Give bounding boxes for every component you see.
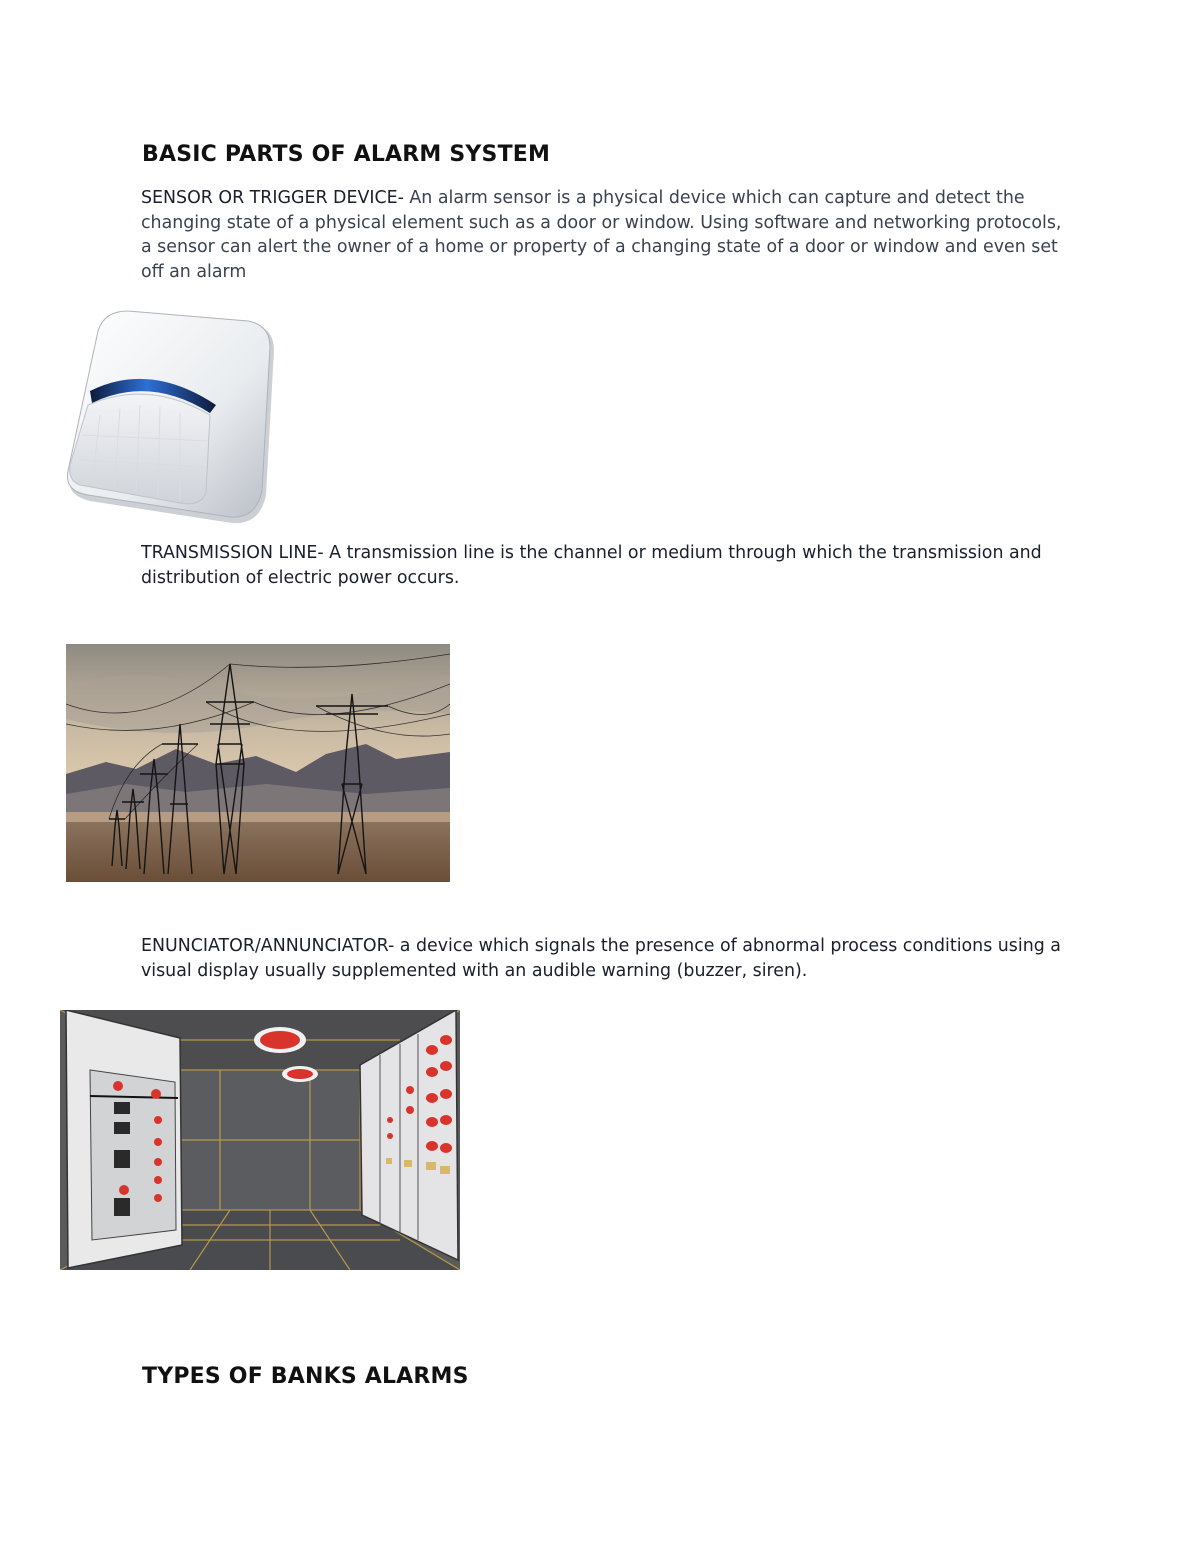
annunciator-description: a device which signals the presence of abnormal process conditions using a visual display usually supplemented with an audible warning (buzzer, siren).: [141, 936, 1061, 981]
section-title-types-of-bank-alarms: TYPES OF BANKS ALARMS: [142, 1364, 469, 1389]
annunciator-panel-image: [60, 1010, 460, 1270]
transmission-towers-image: [66, 644, 450, 882]
annunciator-paragraph: [141, 934, 1071, 983]
transmission-description: A transmission line is the channel or medium through which the transmission and distribution of electric power occurs.: [141, 543, 1042, 588]
sensor-description: An alarm sensor is a physical device which can capture and detect the changing state of a physical element such as a door or window. Using software and networking protocols, a sensor can alert the owner of a home or property of a changing state of a door or window and even set off an alarm: [141, 188, 1062, 282]
transmission-paragraph: [141, 541, 1071, 590]
sensor-term: SENSOR OR TRIGGER DEVICE-: [141, 188, 404, 208]
sensor-paragraph: [141, 186, 1071, 284]
motion-sensor-image: [60, 305, 280, 530]
section-title-basic-parts: BASIC PARTS OF ALARM SYSTEM: [142, 142, 551, 167]
transmission-term: TRANSMISSION LINE-: [141, 543, 324, 563]
annunciator-term: ENUNCIATOR/ANNUNCIATOR-: [141, 936, 395, 956]
